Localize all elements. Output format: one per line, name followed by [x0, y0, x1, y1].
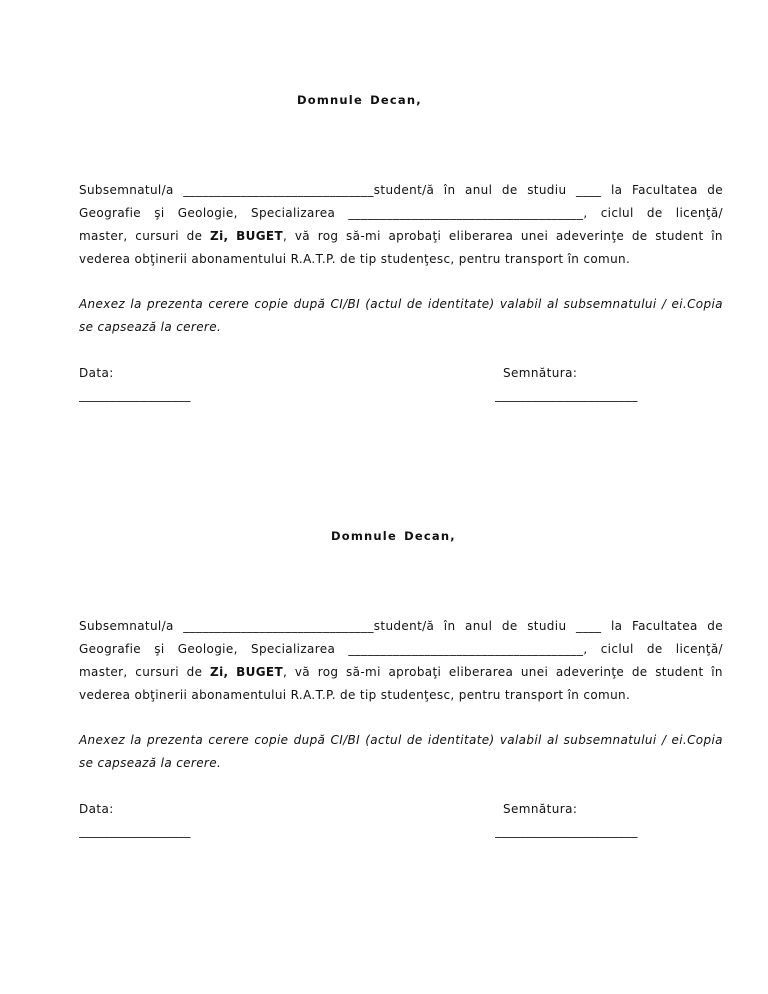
word: să-mi	[346, 665, 381, 679]
word: cursuri	[135, 665, 179, 679]
word: BUGET,	[236, 665, 288, 679]
word: master,	[79, 229, 128, 243]
word: eliberarea	[448, 229, 514, 243]
word: şi	[154, 642, 165, 656]
word: ____	[576, 183, 602, 197]
paragraph-line: vederea obţinerii abonamentului R.A.T.P. de tip studenţesc, pentru transport în comun.	[79, 688, 631, 702]
date-label: Data:	[79, 802, 114, 816]
salutation: Domnule Decan,	[297, 93, 422, 107]
signature-field-line: _______________________	[495, 824, 638, 838]
word: copie	[254, 733, 289, 747]
signature-field-line: _______________________	[495, 388, 638, 402]
word: de	[707, 619, 723, 633]
word: al	[546, 733, 559, 747]
paragraph-line	[79, 202, 723, 225]
word: Geologie,	[177, 206, 238, 220]
word: Subsemnatul/a	[79, 183, 174, 197]
word: Anexez	[79, 297, 126, 311]
word: anul	[465, 183, 493, 197]
paragraph-line	[79, 615, 723, 638]
word: unei	[520, 665, 549, 679]
salutation: Domnule Decan,	[331, 529, 456, 543]
word: de	[707, 183, 723, 197]
paragraph-line	[79, 293, 723, 316]
word: ______________________________student/ă	[183, 183, 435, 197]
word: Zi,	[210, 229, 229, 243]
word: studiu	[527, 619, 567, 633]
word: ____	[576, 619, 602, 633]
word: de	[646, 642, 663, 656]
word: să-mi	[346, 229, 381, 243]
word: (actul	[365, 297, 402, 311]
word: adeverinţe	[555, 665, 625, 679]
word: student	[655, 665, 704, 679]
word: /	[661, 733, 667, 747]
word: anul	[465, 619, 493, 633]
word: la	[130, 297, 142, 311]
word: la	[610, 619, 623, 633]
signature-label: Semnătura:	[503, 802, 578, 816]
word: _____________________________________,	[348, 642, 588, 656]
word: Facultatea	[631, 619, 698, 633]
word: Geografie	[79, 642, 142, 656]
request-paragraph	[79, 179, 723, 271]
word: de	[406, 297, 423, 311]
word: aprobaţi	[388, 665, 442, 679]
word: de	[186, 665, 203, 679]
date-field-line: __________________	[79, 824, 191, 838]
word: de	[631, 665, 648, 679]
word: (actul	[365, 733, 402, 747]
word: în	[711, 229, 723, 243]
paragraph-line	[79, 661, 723, 684]
word: de	[186, 229, 203, 243]
word: adeverinţe	[555, 229, 625, 243]
word: Geologie,	[177, 642, 238, 656]
word: ______________________________student/ă	[183, 619, 435, 633]
annex-paragraph	[79, 293, 723, 339]
word: Zi,	[210, 665, 229, 679]
word: subsemnatului	[563, 297, 657, 311]
word: licenţă/	[675, 642, 723, 656]
word: prezenta	[147, 297, 204, 311]
word: Specializarea	[250, 642, 336, 656]
word: aprobaţi	[388, 229, 442, 243]
word: student	[655, 229, 704, 243]
word: de	[501, 183, 518, 197]
word: cursuri	[135, 229, 179, 243]
word: de	[406, 733, 423, 747]
word: ei.Copia	[671, 297, 723, 311]
word: Anexez	[79, 733, 126, 747]
word: eliberarea	[448, 665, 514, 679]
word: /	[661, 297, 667, 311]
word: Facultatea	[631, 183, 698, 197]
word: licenţă/	[675, 206, 723, 220]
paragraph-line: se capsează la cerere.	[79, 756, 222, 770]
word: CI/BI	[330, 297, 360, 311]
word: Specializarea	[250, 206, 336, 220]
word: după	[293, 733, 326, 747]
word: vă	[294, 229, 311, 243]
word: ei.Copia	[671, 733, 723, 747]
word: la	[130, 733, 142, 747]
word: la	[610, 183, 623, 197]
word: identitate)	[427, 733, 495, 747]
word: după	[293, 297, 326, 311]
word: master,	[79, 665, 128, 679]
word: Geografie	[79, 206, 142, 220]
paragraph-line	[79, 179, 723, 202]
word: prezenta	[147, 733, 204, 747]
date-label: Data:	[79, 366, 114, 380]
word: de	[631, 229, 648, 243]
word: copie	[254, 297, 289, 311]
word: CI/BI	[330, 733, 360, 747]
word: studiu	[527, 183, 567, 197]
word: valabil	[499, 297, 542, 311]
paragraph-line	[79, 638, 723, 661]
date-field-line: __________________	[79, 388, 191, 402]
word: valabil	[499, 733, 542, 747]
word: identitate)	[427, 297, 495, 311]
word: BUGET,	[236, 229, 288, 243]
word: al	[546, 297, 559, 311]
word: în	[443, 619, 456, 633]
annex-paragraph	[79, 729, 723, 775]
word: cerere	[208, 733, 250, 747]
request-paragraph	[79, 615, 723, 707]
paragraph-line: vederea obţinerii abonamentului R.A.T.P. de tip studenţesc, pentru transport în comun.	[79, 252, 631, 266]
word: unei	[520, 229, 549, 243]
signature-label: Semnătura:	[503, 366, 578, 380]
word: Subsemnatul/a	[79, 619, 174, 633]
word: rog	[317, 665, 339, 679]
word: de	[501, 619, 518, 633]
word: în	[711, 665, 723, 679]
word: subsemnatului	[563, 733, 657, 747]
paragraph-line	[79, 225, 723, 248]
word: vă	[294, 665, 311, 679]
word: ciclul	[600, 642, 634, 656]
paragraph-line	[79, 729, 723, 752]
word: cerere	[208, 297, 250, 311]
word: rog	[317, 229, 339, 243]
paragraph-line: se capsează la cerere.	[79, 320, 222, 334]
word: _____________________________________,	[348, 206, 588, 220]
word: de	[646, 206, 663, 220]
word: şi	[154, 206, 165, 220]
word: ciclul	[600, 206, 634, 220]
word: în	[443, 183, 456, 197]
